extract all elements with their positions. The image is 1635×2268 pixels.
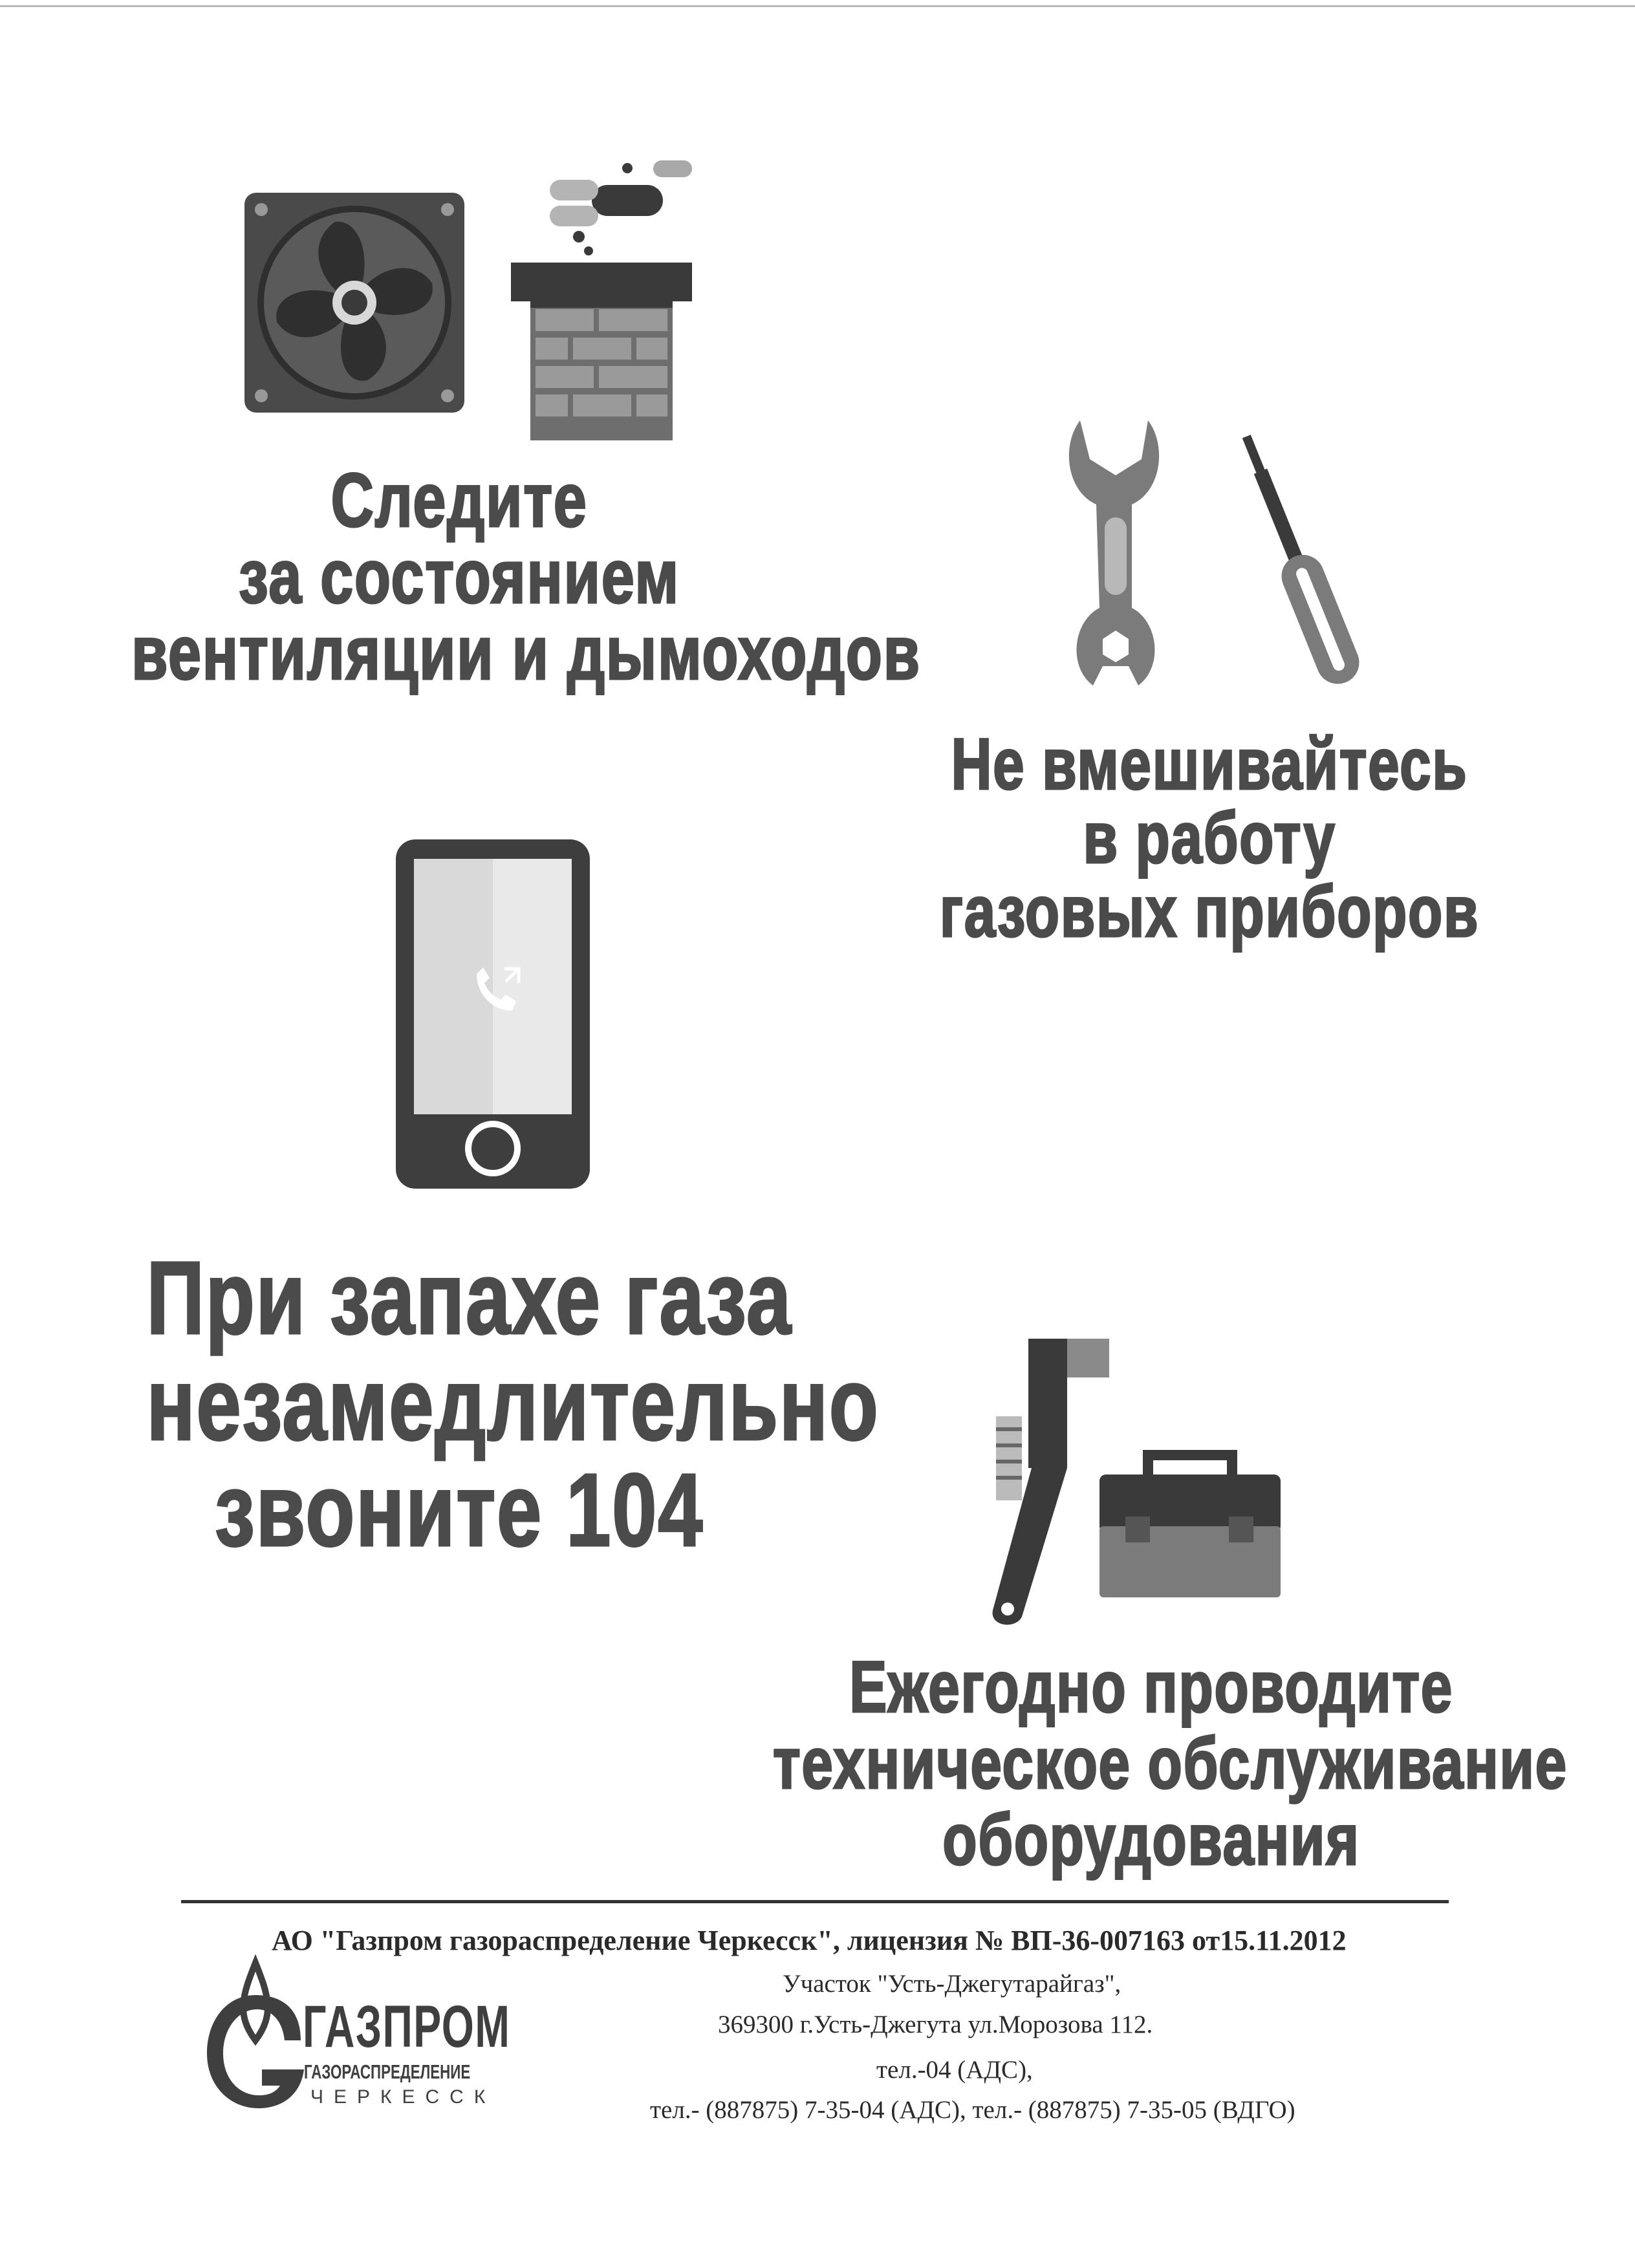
- address-line-2: 369300 г.Усть-Джегута ул.Морозова 112.: [718, 2011, 1153, 2038]
- phone-line-1: тел.-04 (АДС),: [876, 2056, 1033, 2084]
- logo-subtitle: ГАЗОРАСПРЕДЕЛЕНИЕ: [304, 2060, 471, 2083]
- footer-divider: [181, 1900, 1449, 1903]
- toolbox-icon: [1099, 1442, 1281, 1604]
- phone-icon: [396, 839, 590, 1189]
- chimney-icon: [504, 154, 698, 445]
- wrench-icon: [1067, 414, 1164, 692]
- tip-ventilation: Следите за состоянием вентиляции и дымоходов: [131, 458, 921, 696]
- address-line-1: Участок "Усть-Джегутарайгаз",: [783, 1970, 1121, 1998]
- phone-line-2: тел.- (887875) 7-35-04 (АДС), тел.- (887875) 7-35-05 (ВДГО): [650, 2096, 1295, 2124]
- company-license-line: АО "Газпром газораспределение Черкесск", лицензия № ВП-36-007163 от15.11.2012: [272, 1925, 1347, 1956]
- screwdriver-icon: [1219, 427, 1374, 698]
- tip-no-tampering: Не вмешивайтесь в работу газовых приборов: [939, 724, 1480, 952]
- tip-annual-maintenance: Ежегодно проводите техническое обслуживание оборудования: [773, 1647, 1568, 1880]
- pipe-wrench-icon: [970, 1332, 1119, 1630]
- logo-city: ЧЕРКЕССК: [310, 2086, 496, 2108]
- top-edge-rule: [0, 5, 1635, 7]
- fan-icon: [244, 193, 464, 413]
- gazprom-logo-mark: [204, 1956, 307, 2111]
- tip-gas-smell: При запахе газа незамедлительно звоните 104: [146, 1240, 880, 1568]
- logo-name: ГАЗПРОМ: [303, 1994, 511, 2060]
